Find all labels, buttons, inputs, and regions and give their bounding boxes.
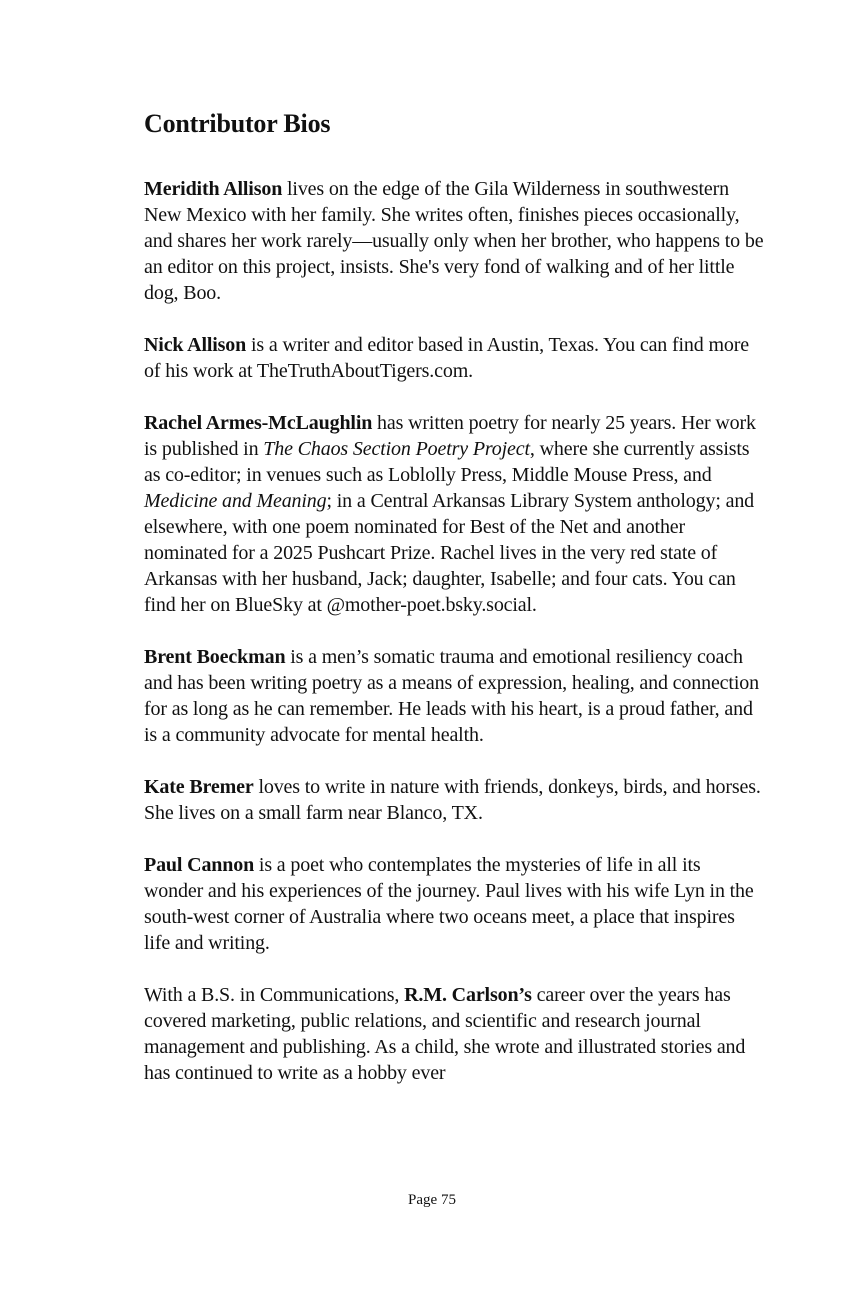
contributor-name: Paul Cannon bbox=[144, 854, 255, 876]
page-number: Page 75 bbox=[408, 1192, 456, 1208]
bio-text: is a writer and editor based in Austin, Texas. You can find more of his work at TheTruthAboutTigers.com. bbox=[144, 334, 749, 382]
bio-text: With a B.S. in Communications, bbox=[144, 984, 405, 1006]
bio-rm-carlson bbox=[144, 982, 764, 1086]
bio-brent-boeckman bbox=[144, 644, 764, 748]
contributor-name: R.M. Carlson’s bbox=[404, 984, 532, 1006]
bio-text: loves to write in nature with friends, donkeys, birds, and horses. She lives on a small farm near Blanco, TX. bbox=[144, 776, 761, 824]
bio-rachel-armes-mclaughlin bbox=[144, 410, 764, 618]
page-body bbox=[144, 108, 764, 1112]
contributor-name: Brent Boeckman bbox=[144, 646, 286, 668]
contributor-name: Nick Allison bbox=[144, 334, 247, 356]
bio-text: , where she currently assists as co-editor; in venues such as Loblolly Press, Middle Mouse Press, and bbox=[144, 438, 750, 486]
bio-text: ; in a Central Arkansas Library System anthology; and elsewhere, with one poem nominated for Best of the Net and another nominated for a 2025 Pushcart Prize. Rachel lives in the very red state of Arkansas with her husband, Jack; daughter, Isabelle; and four cats. You can find her on BlueSky at @mother-poet.bsky.social. bbox=[144, 490, 755, 616]
bio-text: is a men’s somatic trauma and emotional resiliency coach and has been writing poetry as a means of expression, healing, and connection for as long as he can remember. He leads with his heart, is a proud father, and is a community advocate for mental health. bbox=[144, 646, 759, 746]
contributor-name: Meridith Allison bbox=[144, 178, 283, 200]
contributor-name: Rachel Armes-McLaughlin bbox=[144, 412, 373, 434]
page-title: Contributor Bios bbox=[144, 109, 331, 138]
bio-text: is a poet who contemplates the mysteries of life in all its wonder and his experiences of the journey. Paul lives with his wife Lyn in the south-west corner of Australia where two oceans meet, a place that inspires life and writing. bbox=[144, 854, 754, 954]
contributor-name: Kate Bremer bbox=[144, 776, 254, 798]
bio-kate-bremer bbox=[144, 774, 764, 826]
bio-text: career over the years has covered marketing, public relations, and scientific and research journal management and publishing. As a child, she wrote and illustrated stories and has continued to write as a hobby ever bbox=[144, 984, 746, 1084]
bio-paul-cannon bbox=[144, 852, 764, 956]
publication-title: Medicine and Meaning bbox=[144, 490, 327, 512]
bio-text: lives on the edge of the Gila Wilderness in southwestern New Mexico with her family. She writes often, finishes pieces occasionally, and shares her work rarely—usually only when her brother, who happens to be an editor on this project, insists. She's very fond of walking and of her little dog, Boo. bbox=[144, 178, 764, 304]
publication-title: The Chaos Section Poetry Project bbox=[263, 438, 530, 460]
bio-meridith-allison bbox=[144, 176, 764, 306]
bios-list bbox=[144, 176, 764, 1086]
bio-nick-allison bbox=[144, 332, 764, 384]
bio-text: has written poetry for nearly 25 years. Her work is published in bbox=[144, 412, 756, 460]
